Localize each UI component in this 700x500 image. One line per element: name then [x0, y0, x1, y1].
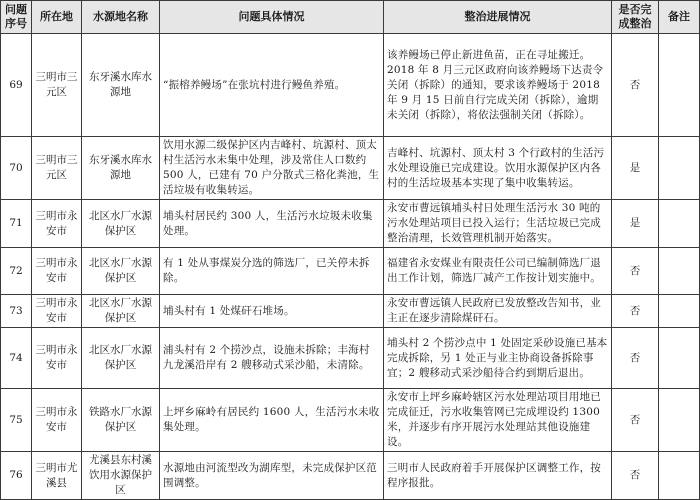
cell-progress: 三明市人民政府着手开展保护区调整工作，按程序报批。: [384, 452, 612, 500]
cell-done: 否: [612, 34, 659, 137]
header-note: 备注: [659, 1, 700, 34]
cell-location: 三明市三元区: [32, 137, 82, 200]
cell-location: 三明市尤溪县: [32, 452, 82, 500]
cell-done: 否: [612, 389, 659, 452]
cell-source: 北区水厂水源保护区: [82, 328, 160, 389]
cell-location: 三明市永安市: [32, 200, 82, 248]
table-row: [1, 200, 700, 248]
cell-progress: 永安市曹远镇人民政府已发放整改告知书，业主正在逐步清除煤矸石。: [384, 295, 612, 328]
cell-source: 东牙溪水库水源地: [82, 137, 160, 200]
header-progress: 整治进展情况: [384, 1, 612, 34]
table-row: [1, 452, 700, 500]
cell-seq: 75: [1, 389, 32, 452]
table-row: [1, 328, 700, 389]
cell-seq: 69: [1, 34, 32, 137]
header-location: 所在地: [32, 1, 82, 34]
cell-issue: 有 1 处从事煤炭分选的筛选厂，已关停未拆除。: [160, 248, 384, 295]
cell-note: [659, 452, 700, 500]
cell-done: 否: [612, 452, 659, 500]
cell-note: [659, 137, 700, 200]
cell-note: [659, 328, 700, 389]
cell-issue: 埔头村有 1 处煤矸石堆场。: [160, 295, 384, 328]
cell-seq: 71: [1, 200, 32, 248]
cell-source: 北区水厂水源保护区: [82, 200, 160, 248]
cell-location: 三明市永安市: [32, 248, 82, 295]
header-issue: 问题具体情况: [160, 1, 384, 34]
cell-source: 北区水厂水源保护区: [82, 248, 160, 295]
cell-issue: 水源地由河流型改为湖库型，未完成保护区范围调整。: [160, 452, 384, 500]
cell-progress: 永安市曹远镇埔头村日处理生活污水 30 吨的污水处理站项目已投入运行；生活垃圾已完成整治清理，长效管理机制开始落实。: [384, 200, 612, 248]
cell-seq: 73: [1, 295, 32, 328]
cell-progress: 该养鳗场已停止新进鱼苗，正在寻址搬迁。2018 年 8 月三元区政府向该养鳗场下达责令关闭（拆除）的通知，要求该养鳗场于 2018 年 9 月 15 日前自行完成关闭（拆除），逾期未关闭（拆除），将依法强制关闭（拆除）。: [384, 34, 612, 137]
header-row: [1, 1, 700, 34]
table-row: [1, 295, 700, 328]
header-seq: 问题序号: [1, 1, 32, 34]
cell-done: 否: [612, 295, 659, 328]
cell-progress: 福建省永安煤业有限责任公司已编制筛选厂退出工作计划，筛选厂减产工作按计划实施中。: [384, 248, 612, 295]
cell-issue: 埔头村居民约 300 人，生活污水垃圾未收集处理。: [160, 200, 384, 248]
cell-note: [659, 389, 700, 452]
cell-note: [659, 200, 700, 248]
cell-progress: 吉峰村、坑源村、顶太村 3 个行政村的生活污水处理设施已完成建设。饮用水源保护区内各村的生活垃圾基本实现了集中收集转运。: [384, 137, 612, 200]
cell-done: 是: [612, 137, 659, 200]
cell-note: [659, 248, 700, 295]
table-row: [1, 389, 700, 452]
cell-seq: 74: [1, 328, 32, 389]
cell-seq: 70: [1, 137, 32, 200]
cell-location: 三明市永安市: [32, 328, 82, 389]
cell-issue: “振榕养鳗场”在张坑村进行鳗鱼养殖。: [160, 34, 384, 137]
cell-source: 北区水厂水源保护区: [82, 295, 160, 328]
cell-location: 三明市永安市: [32, 389, 82, 452]
header-source: 水源地名称: [82, 1, 160, 34]
cell-location: 三明市三元区: [32, 34, 82, 137]
cell-source: 尤溪县东村溪饮用水源保护区: [82, 452, 160, 500]
table-row: [1, 248, 700, 295]
cell-note: [659, 295, 700, 328]
cell-note: [659, 34, 700, 137]
cell-done: 是: [612, 200, 659, 248]
table-row: [1, 137, 700, 200]
cell-progress: 永安市上坪乡麻岭辖区污水处理站项目用地已完成征迁，污水收集管网已完成埋设约 1300 米，并逐步有序开展污水处理站其他设施建设。: [384, 389, 612, 452]
header-done: 是否完成整治: [612, 1, 659, 34]
cell-seq: 76: [1, 452, 32, 500]
cell-source: 东牙溪水库水源地: [82, 34, 160, 137]
cell-source: 铁路水厂水源保护区: [82, 389, 160, 452]
cell-issue: 饮用水源二级保护区内吉峰村、坑源村、顶太村生活污水未集中处理，涉及常住人口数约 500 人，已建有 70 户分散式三格化粪池，生活垃圾有收集转运。: [160, 137, 384, 200]
cell-issue: 上坪乡麻岭有居民约 1600 人，生活污水未收集处理。: [160, 389, 384, 452]
cell-done: 否: [612, 248, 659, 295]
cell-seq: 72: [1, 248, 32, 295]
table-row: [1, 34, 700, 137]
cell-location: 三明市永安市: [32, 295, 82, 328]
cell-done: 否: [612, 328, 659, 389]
cell-progress: 埔头村 2 个捞沙点中 1 处固定采砂设施已基本完成拆除，另 1 处正与业主协商设备拆除事宜；2 艘移动式采沙船待合约到期后退出。: [384, 328, 612, 389]
cell-issue: 浦头村有 2 个捞沙点，设施未拆除；丰海村九龙溪沿岸有 2 艘移动式采沙船，未清除。: [160, 328, 384, 389]
